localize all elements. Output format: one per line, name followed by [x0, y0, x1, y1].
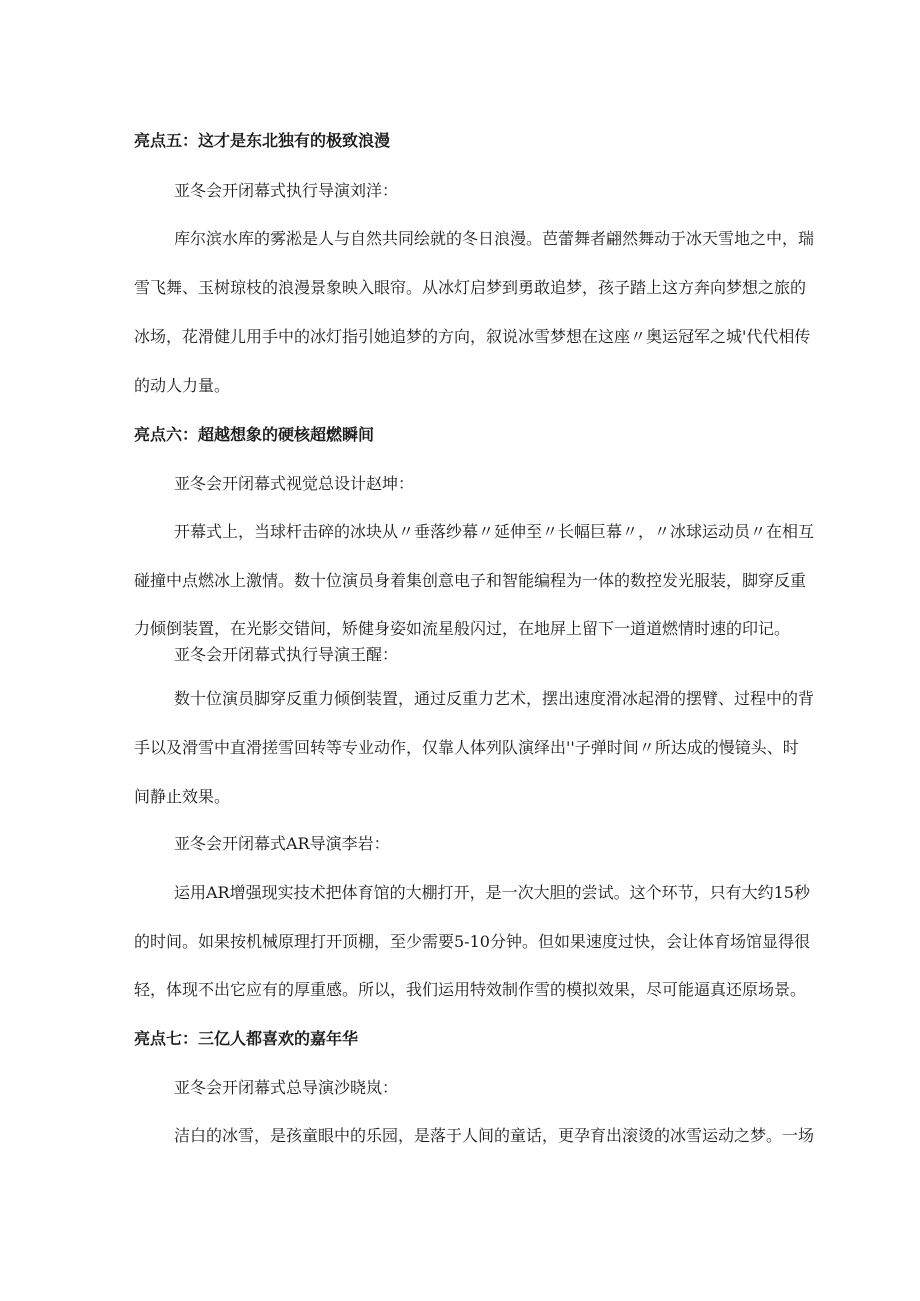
paragraph-line: 雪飞舞、玉树琼枝的浪漫景象映入眼帘。从冰灯启梦到勇敢追梦，孩子踏上这方奔向梦想之旅的 [134, 278, 807, 297]
speaker-liu-yang: 亚冬会开闭幕式执行导演刘洋： [174, 181, 399, 200]
paragraph-line: 洁白的冰雪，是孩童眼中的乐园，是落于人间的童话，更孕育出滚烫的冰雪运动之梦。一场 [174, 1126, 815, 1145]
paragraph-line: 冰场，花滑健儿用手中的冰灯指引她追梦的方向，叙说冰雪梦想在这座〃奥运冠军之城'代代相传 [134, 327, 811, 346]
paragraph-line: 运用AR增强现实技术把体育馆的大棚打开，是一次大胆的尝试。这个环节，只有大约15秒 [174, 883, 810, 902]
paragraph-line: 轻，体现不出它应有的厚重感。所以，我们运用特效制作雪的模拟效果，尽可能逼真还原场景。 [134, 980, 807, 999]
paragraph-line: 数十位演员脚穿反重力倾倒装置，通过反重力艺术，摆出速度滑冰起滑的摆臂、过程中的背 [174, 689, 815, 708]
paragraph-line: 手以及滑雪中直滑搓雪回转等专业动作，仅靠人体列队演绎出''子弹时间〃所达成的慢镜头、时 [134, 738, 799, 757]
section-heading-6: 亮点六：超越想象的硬核超燃瞬间 [134, 425, 375, 444]
paragraph-line: 库尔滨水库的雾淞是人与自然共同绘就的冬日浪漫。芭蕾舞者翩然舞动于冰天雪地之中，瑞 [174, 229, 815, 248]
speaker-zhao-kun: 亚冬会开闭幕式视觉总设计赵坤： [174, 474, 415, 493]
paragraph-line: 的动人力量。 [134, 376, 231, 395]
paragraph-line: 间静止效果。 [134, 787, 231, 806]
paragraph-line: 力倾倒装置，在光影交错间，矫健身姿如流星般闪过，在地屏上留下一道道燃情时速的印记。 [134, 619, 791, 638]
section-heading-5: 亮点五：这才是东北独有的极致浪漫 [134, 131, 391, 150]
speaker-sha-xiaolan: 亚冬会开闭幕式总导演沙晓岚： [174, 1078, 399, 1097]
speaker-wang-xing: 亚冬会开闭幕式执行导演王醒： [174, 645, 399, 664]
paragraph-line: 开幕式上，当球杆击碎的冰块从〃垂落纱幕〃延伸至〃长幅巨幕〃，〃冰球运动员〃在相互 [174, 522, 815, 541]
paragraph-line: 的时间。如果按机械原理打开顶棚，至少需要5-10分钟。但如果速度过快，会让体育场馆显得很 [134, 932, 810, 951]
speaker-li-yan: 亚冬会开闭幕式AR导演李岩： [174, 834, 390, 853]
section-heading-7: 亮点七：三亿人都喜欢的嘉年华 [134, 1029, 359, 1048]
paragraph-line: 碰撞中点燃冰上激情。数十位演员身着集创意电子和智能编程为一体的数控发光服装，脚穿反重 [134, 571, 807, 590]
